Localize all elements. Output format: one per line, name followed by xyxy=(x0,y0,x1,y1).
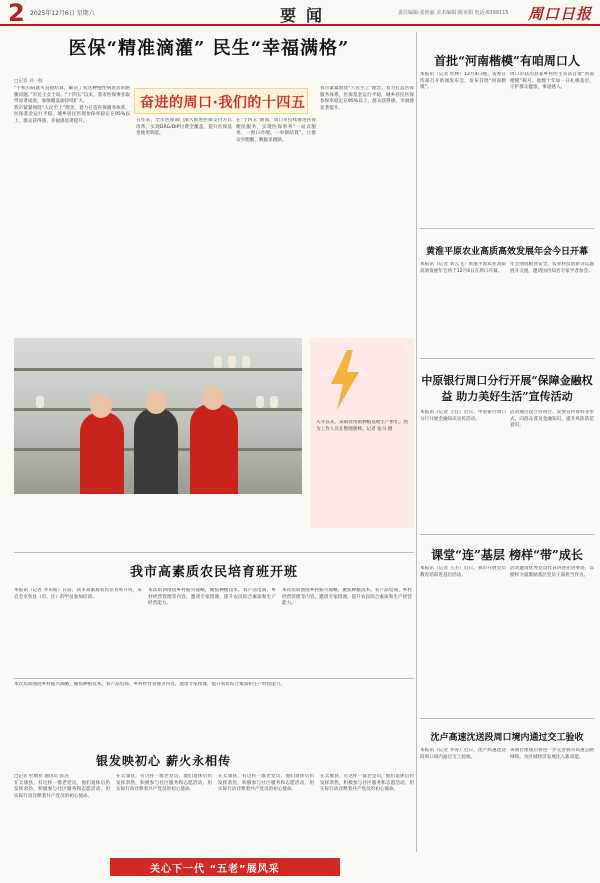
photo-person-head xyxy=(90,394,112,418)
lightning-icon xyxy=(325,350,365,410)
story3-paragraph: 在太康县，有这样一群老党员，他们退休后仍发挥余热，积极参与社区服务和志愿活动，用实际行动诠释着共产党员的初心使命。 xyxy=(320,774,414,793)
lead-paragraph: 五年来，全市医保部门深入推进医保支付方式改革，实现DRG/DIP付费全覆盖，提升医保基金使用效能。 xyxy=(136,118,232,137)
story3-paragraph: 在太康县，有这样一群老党员，他们退休后仍发挥余热，积极参与社区服务和志愿活动，用实际行动诠释着共产党员的初心使命。 xyxy=(14,780,110,799)
continuation-paragraph: 本次培训围绕乡村振兴战略，聚焦种植技术、农产品电商、乡村经营管理等内容，邀请专家授课，提升农民综合素质和生产经营能力。 xyxy=(14,682,286,687)
photo-bag xyxy=(228,356,236,368)
newspaper-logo: 周口日报 xyxy=(527,5,592,23)
right1-byline: 本报讯（记者 杜林）12月4日晚，省委宣传部召开新闻发布会，发布首批“河南楷模”。 xyxy=(420,72,506,91)
photo-person xyxy=(80,412,124,494)
story2-paragraph: 本次培训围绕乡村振兴战略，聚焦种植技术、农产品电商、乡村经营管理等内容，邀请专家授课，提升农民综合素质和生产经营能力。 xyxy=(282,588,412,607)
story2-column-1 xyxy=(14,588,142,668)
right3-column-2 xyxy=(510,410,594,528)
right4-column-2 xyxy=(510,566,594,712)
series-banner-text: 奋进的周口·我们的十四五 xyxy=(140,95,306,111)
right5-headline: 沈卢高速沈送段周口境内通过交工验收 xyxy=(430,733,584,743)
footer-banner-text: 关心下一代 “五老”展风采 xyxy=(150,864,280,875)
story2-paragraph: 本次培训围绕乡村振兴战略，聚焦种植技术、农产品电商、乡村经营管理等内容，邀请专家授课，提升农民综合素质和生产经营能力。 xyxy=(148,588,276,607)
story-divider xyxy=(420,228,594,229)
right1-paragraph: 周口市扶沟县某乡村医生荣获首批“河南楷模”称号。他数十年如一日扎根基层，守护群众健康，事迹感人。 xyxy=(510,72,594,91)
issue-date: 2025年12月6日 星期六 xyxy=(30,10,95,17)
story3-column-3 xyxy=(218,774,314,854)
right3-paragraph: 活动通过设立咨询台、发放宣传资料等形式，向群众普及金融知识，提升风险防范意识。 xyxy=(510,410,594,429)
story-divider xyxy=(14,678,414,679)
lead-paragraph: “手机扫码就可直接结算，解决了我这种慢性病患者的跑腿问题。”市民王女士说。“十四五”以来，我市医保事业取得显著成效，参保覆盖面持续扩大。 xyxy=(14,86,130,105)
story3-column-2 xyxy=(116,774,212,854)
photo-bag xyxy=(270,396,278,408)
right2-column-1 xyxy=(420,262,506,352)
lead-column-3 xyxy=(236,118,316,331)
right4-paragraph: 活动邀请优秀党员代表讲述先进事迹，以榜样力量激励基层党员干部担当作为。 xyxy=(510,566,594,578)
lead-column-2 xyxy=(136,118,232,331)
story3-column-1 xyxy=(14,774,110,854)
story3-paragraph: 在太康县，有这样一群老党员，他们退休后仍发挥余热，积极参与社区服务和志愿活动，用实际行动诠释着共产党员的初心使命。 xyxy=(218,774,314,793)
column-divider xyxy=(416,32,417,852)
right1-column-2 xyxy=(510,72,594,222)
story2-column-2 xyxy=(148,588,276,668)
photo-person xyxy=(134,408,178,494)
lead-byline: □记者 刘一航 xyxy=(14,79,43,84)
right2-column-2 xyxy=(510,262,594,352)
right5-column-2 xyxy=(510,748,594,876)
masthead xyxy=(0,0,600,26)
story3-headline: 银发映初心 薪火永相传 xyxy=(96,754,232,768)
story-divider xyxy=(420,718,594,719)
lead-paragraph: 我市紧紧围绕“人民至上”理念，着力打造医保服务体系，医保基金运行平稳，城乡居民医保参保率稳定在95%以上，群众获得感、幸福感显著提升。 xyxy=(320,86,414,111)
photo-bag xyxy=(214,356,222,368)
story-divider xyxy=(14,552,414,553)
right1-column-1 xyxy=(420,72,506,222)
right5-column-1 xyxy=(420,748,506,876)
photo-bag xyxy=(36,396,44,408)
photo-bag xyxy=(256,396,264,408)
lead-column-4 xyxy=(320,86,414,331)
photo-person xyxy=(190,404,238,494)
right2-paragraph: 年会围绕粮食安全、农业科技创新等议题展开交流，邀请国内知名专家学者参会。 xyxy=(510,262,594,274)
lead-paragraph: 在“十四五”期间，周口市持续推进医保便民服务，实现医保事务“一站式服务、一窗口办理、一单制结算”，让群众少跑腿、数据多跑路。 xyxy=(236,118,316,143)
right3-column-1 xyxy=(420,410,506,528)
lead-column-1 xyxy=(14,86,130,331)
story2-column-3 xyxy=(282,588,412,668)
right4-byline: 本报讯（记者 王杰）近日，我市开展党员教育培训进基层活动。 xyxy=(420,566,506,578)
story2-byline: 本报讯（记者 乔布斯）日前，我市高素质农民培育班开班，来自全市各县（市、区）的学员参加培训。 xyxy=(14,588,142,600)
story3-column-4 xyxy=(320,774,414,854)
photo-person-head xyxy=(202,386,224,410)
editor-credits: 责任编辑:张艳丽 美术编辑:陈亚娟 电话:6399115 xyxy=(398,10,509,16)
photo-bag xyxy=(242,356,250,368)
story2-headline: 我市高素质农民培育班开班 xyxy=(129,565,298,580)
story-divider xyxy=(420,534,594,535)
right5-byline: 本报讯（记者 李涛）近日，沈卢高速沈送段周口境内通过交工验收。 xyxy=(420,748,506,760)
story-divider xyxy=(420,358,594,359)
story3-paragraph: 在太康县，有这样一群老党员，他们退休后仍发挥余热，积极参与社区服务和志愿活动，用实际行动诠释着共产党员的初心使命。 xyxy=(116,774,212,793)
right5-paragraph: 该项目建成后将进一步完善我市高速公路网络，为区域经济发展注入新动能。 xyxy=(510,748,594,760)
photo-person-head xyxy=(145,390,167,414)
right4-headline: 课堂“连”基层 榜样“带”成长 xyxy=(431,548,583,562)
right4-column-1 xyxy=(420,566,506,712)
right3-byline: 本报讯（记者 王佳）近日，中原银行周口分行开展金融知识宣传活动。 xyxy=(420,410,506,422)
mushroom-farm-photo xyxy=(14,338,302,494)
right1-headline: 首批“河南楷模”有咱周口人 xyxy=(434,54,580,68)
photo-caption: 入冬以来，某镇食用菌种植基地生产繁忙。图为工作人员在整理菌棒。记者 张马 摄 xyxy=(316,420,408,432)
story3-byline: □记者 杜婧亚 通讯员 崔杰 xyxy=(14,774,69,779)
right2-byline: 本报讯（记者 刘云飞）黄淮平原农业高质高效发展年会将于12月6日在周口开幕。 xyxy=(420,262,506,274)
right3-headline: 中原银行周口分行开展“保障金融权益 助力美好生活”宣传活动 xyxy=(421,374,593,403)
section-title: 要闻 xyxy=(280,6,333,25)
page-number: 2 xyxy=(8,0,25,27)
right2-headline: 黄淮平原农业高质高效发展年会今日开幕 xyxy=(425,247,588,257)
lead-headline: 医保“精准滴灌” 民生“幸福满格” xyxy=(68,38,350,59)
upper-continuation xyxy=(14,682,414,742)
photo-shelf xyxy=(14,368,302,371)
lead-paragraph: 我市紧紧围绕“人民至上”理念，着力打造医保服务体系，医保基金运行平稳，城乡居民医保参保率稳定在95%以上，群众获得感、幸福感显著提升。 xyxy=(14,105,130,124)
